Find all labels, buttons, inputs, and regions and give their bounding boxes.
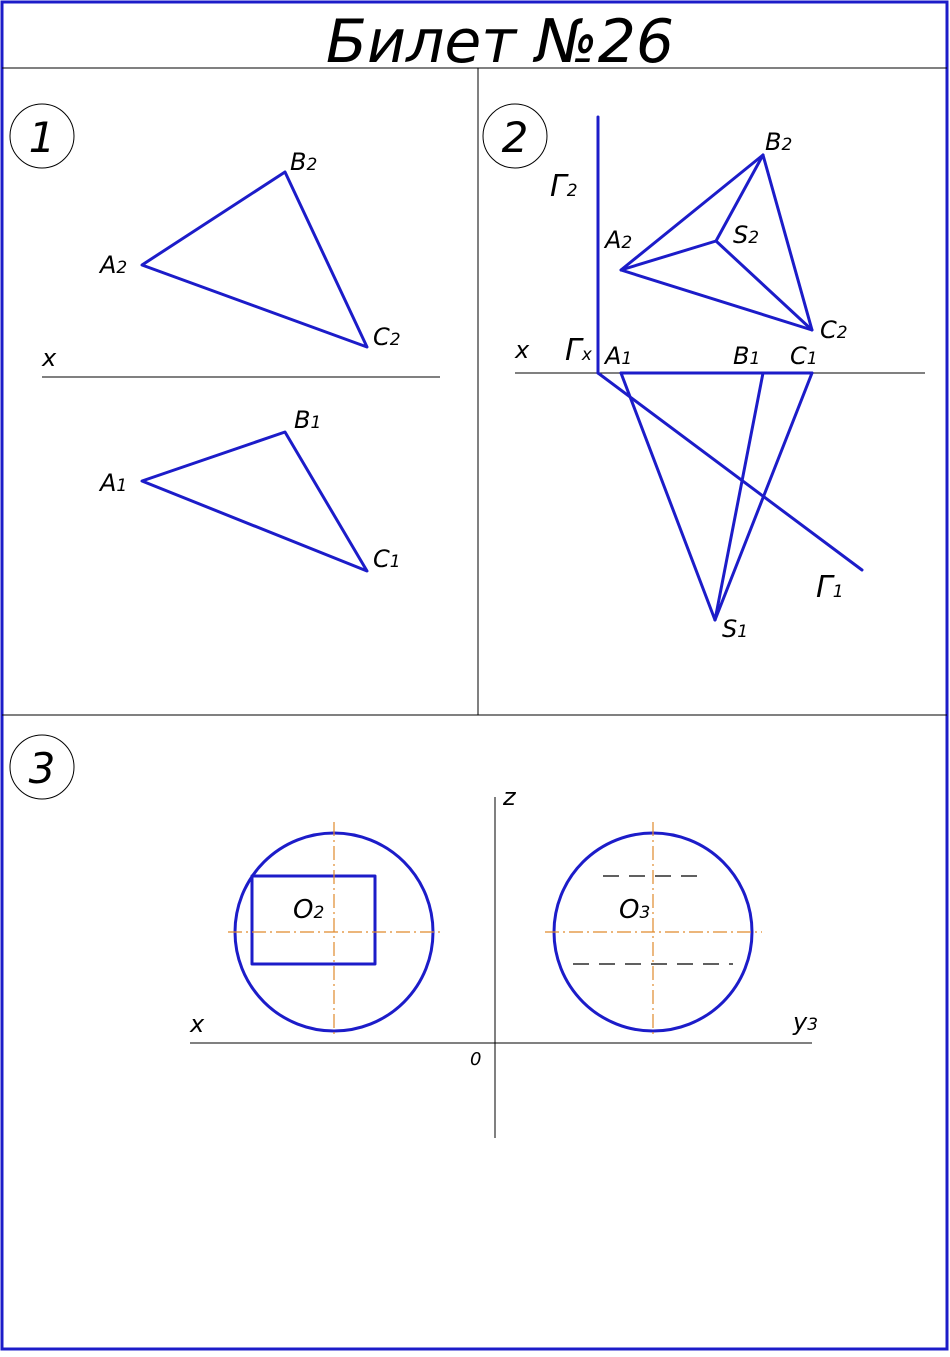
task1-frontal-triangle — [142, 172, 367, 347]
task3-z-axis-label: z — [503, 783, 516, 811]
task2-label-b2: B2 — [765, 128, 793, 156]
task2-label-c1: C1 — [790, 342, 818, 370]
task2-label-c2: C2 — [820, 316, 848, 344]
task2-label-s2: S2 — [733, 221, 760, 249]
task3-origin-label: 0 — [470, 1049, 482, 1070]
task2-label-a2: A2 — [605, 226, 633, 254]
task2-label-b1: B1 — [733, 342, 761, 370]
edge-s2-a2 — [621, 241, 716, 270]
task1-x-axis-label: x — [42, 344, 57, 372]
task2-label-s1: S1 — [722, 615, 749, 643]
task1-label-b1: B1 — [294, 406, 322, 434]
task3-x-axis-label: x — [190, 1010, 205, 1038]
plane-g1-label: Г1 — [816, 570, 844, 605]
ticket-title: Билет №26 — [325, 7, 675, 77]
plane-g2-label: Г2 — [550, 169, 578, 204]
task1-number: 1 — [28, 113, 56, 162]
plane-gx-label: Гx — [565, 333, 592, 368]
task1-label-c1: C1 — [373, 545, 401, 573]
task1-horizontal-triangle — [142, 432, 367, 571]
edge-s1-a1 — [621, 373, 715, 620]
o3-label: O3 — [619, 895, 651, 925]
edge-s1-b1 — [715, 373, 763, 620]
edge-s2-c2 — [716, 241, 812, 330]
task2-x-axis-label: x — [515, 336, 530, 364]
task3-number: 3 — [28, 744, 56, 793]
task1-label-c2: C2 — [373, 323, 401, 351]
task3-panel — [10, 735, 818, 1138]
task2-label-a1: A1 — [605, 342, 633, 370]
edge-s1-c1 — [715, 373, 812, 620]
task1-label-b2: B2 — [290, 148, 318, 176]
sheet-border — [2, 2, 947, 1349]
task2-number: 2 — [501, 113, 529, 162]
task3-y3-axis-label: y3 — [793, 1008, 819, 1036]
task2-panel — [483, 104, 925, 643]
task1-label-a2: A2 — [100, 251, 128, 279]
task1-panel — [10, 104, 440, 573]
task1-label-a1: A1 — [100, 469, 128, 497]
o2-label: O2 — [293, 895, 325, 925]
